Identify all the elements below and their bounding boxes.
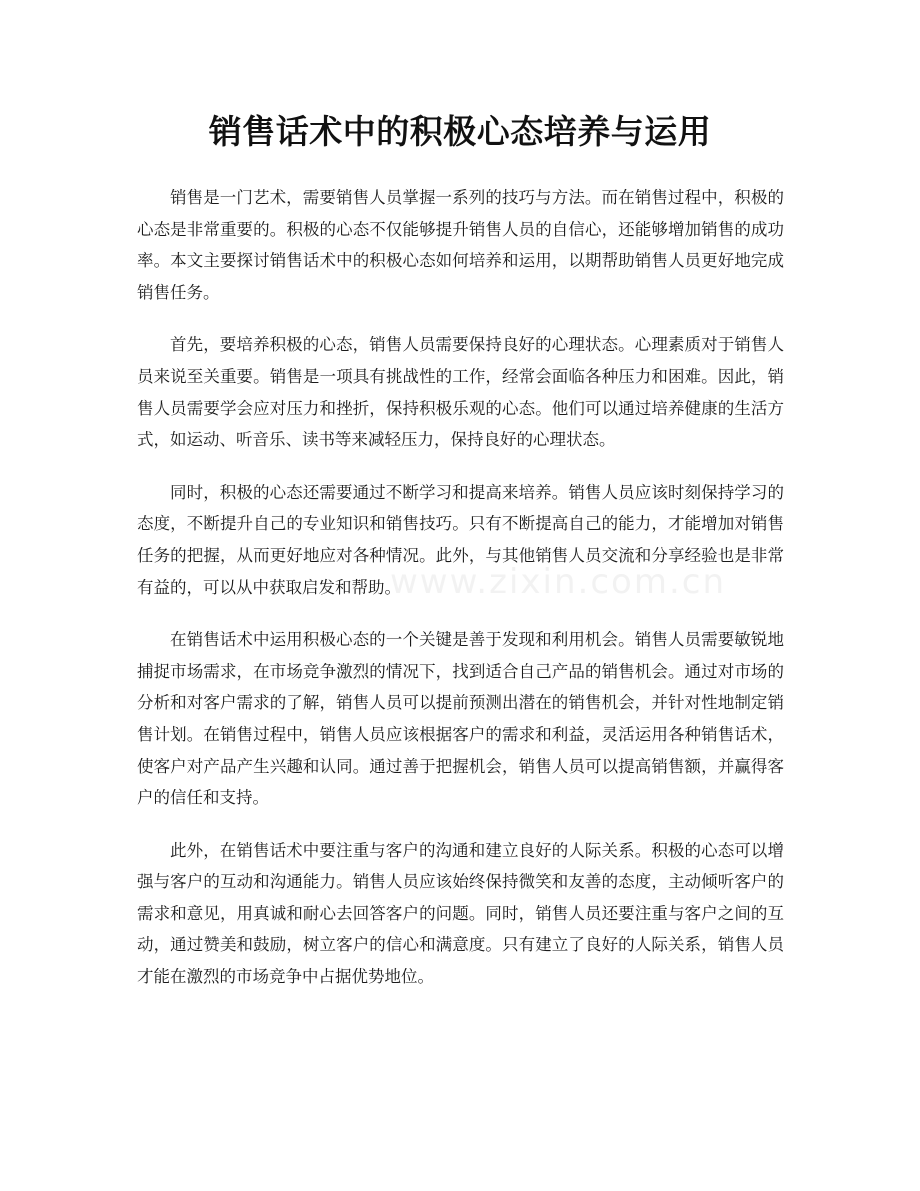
- paragraph-4: 在销售话术中运用积极心态的一个关键是善于发现和利用机会。销售人员需要敏锐地捕捉市场需求，在市场竞争激烈的情况下，找到适合自己产品的销售机会。通过对市场的分析和对客户需求的了解，销售人员可以提前预测出潜在的销售机会，并针对性地制定销售计划。在销售过程中，销售人员应该根据客户的需求和利益，灵活运用各种销售话术，使客户对产品产生兴趣和认同。通过善于把握机会，销售人员可以提高销售额，并赢得客户的信任和支持。: [137, 630, 784, 808]
- paragraph-3: 同时，积极的心态还需要通过不断学习和提高来培养。销售人员应该时刻保持学习的态度，不断提升自己的专业知识和销售技巧。只有不断提高自己的能力，才能增加对销售任务的把握，从而更好地应对各种情况。此外，与其他销售人员交流和分享经验也是非常有益的，可以从中获取启发和帮助。: [137, 482, 784, 597]
- paragraph-1: 销售是一门艺术，需要销售人员掌握一系列的技巧与方法。而在销售过程中，积极的心态是非常重要的。积极的心态不仅能够提升销售人员的自信心，还能够增加销售的成功率。本文主要探讨销售话术中的积极心态如何培养和运用，以期帮助销售人员更好地完成销售任务。: [137, 188, 784, 302]
- paragraph-5: 此外，在销售话术中要注重与客户的沟通和建立良好的人际关系。积极的心态可以增强与客户的互动和沟通能力。销售人员应该始终保持微笑和友善的态度，主动倾听客户的需求和意见，用真诚和耐心去回答客户的问题。同时，销售人员还要注重与客户之间的互动，通过赞美和鼓励，树立客户的信心和满意度。只有建立了良好的人际关系，销售人员才能在激烈的市场竞争中占据优势地位。: [137, 840, 784, 987]
- watermark: www.zixin.com.cn: [390, 562, 726, 602]
- document-body: [137, 182, 784, 1014]
- paragraph-2: 首先，要培养积极的心态，销售人员需要保持良好的心理状态。心理素质对于销售人员来说至关重要。销售是一项具有挑战性的工作，经常会面临各种压力和困难。因此，销售人员需要学会应对压力和挫折，保持积极乐观的心态。他们可以通过培养健康的生活方式，如运动、听音乐、读书等来减轻压力，保持良好的心理状态。: [137, 335, 784, 450]
- document-title: 销售话术中的积极心态培养与运用: [208, 112, 712, 151]
